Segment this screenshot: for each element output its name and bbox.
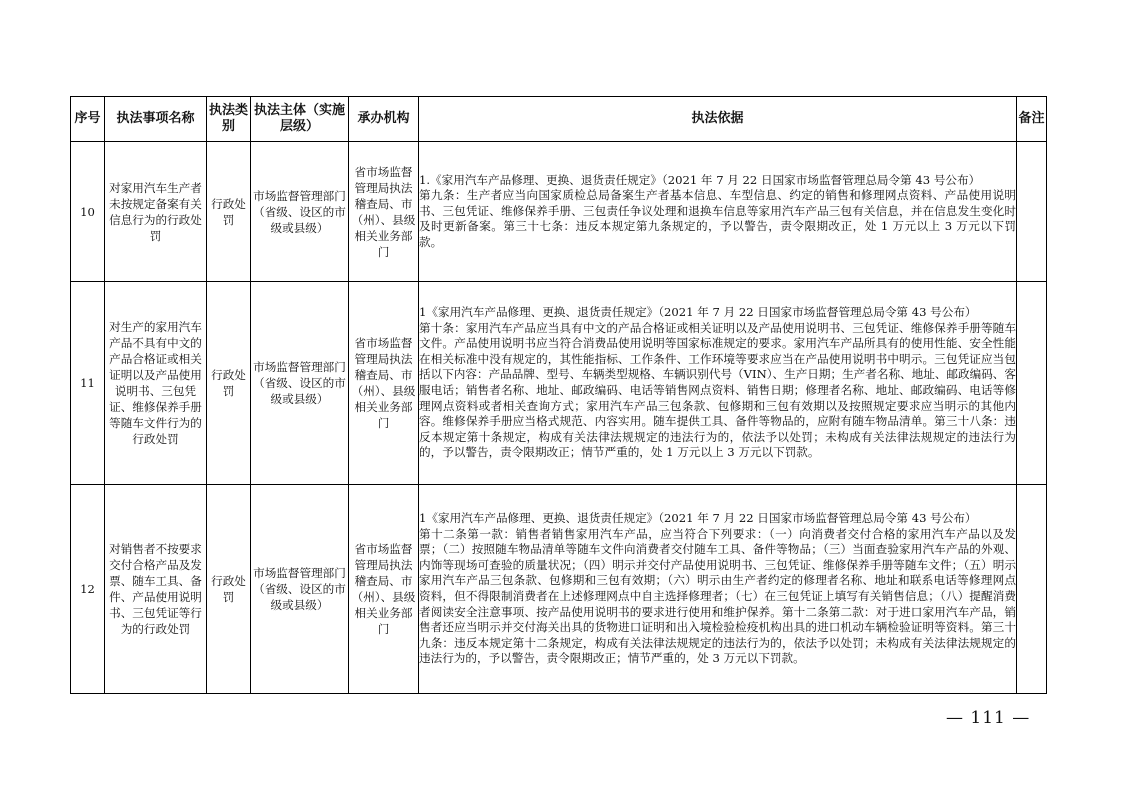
- cell-subject: 市场监督管理部门（省级、设区的市级或县级）: [251, 282, 349, 485]
- cell-subject: 市场监督管理部门（省级、设区的市级或县级）: [251, 142, 349, 282]
- header-category: 执法类别: [207, 97, 251, 142]
- cell-item: 对生产的家用汽车产品不具有中文的产品合格证或相关证明以及产品使用说明书、三包凭证、维修保养手册等随车文件行为的行政处罚: [105, 282, 207, 485]
- cell-seq: 11: [71, 282, 105, 485]
- basis-body: 第十条：家用汽车产品应当具有中文的产品合格证或相关证明以及产品使用说明书、三包凭证、维修保养手册等随车文件。产品使用说明书应当符合消费品使用说明等国家标准规定的要求。家用汽车产品所具有的使用性能、安全性能在相关标准中没有规定的，其性能指标、工作条件、工作环境等要求应当在产品使用说明书中明示。三包凭证应当包括以下内容：产品品牌、型号、车辆类型规格、车辆识别代号（VIN）、生产日期；生产者名称、地址、邮政编码、客服电话；销售者名称、地址、邮政编码、电话等销售网点资料、销售日期；修理者名称、地址、邮政编码、电话等修理网点资料或者相关查询方式；家用汽车产品三包条款、包修期和三包有效期以及按照规定要求应当明示的其他内容。维修保养手册应当格式规范、内容实用。随车提供工具、备件等物品的，应附有随车物品清单。第三十八条：违反本规定第十条规定，构成有关法律法规规定的违法行为的，依法予以处罚；未构成有关法律法规规定的违法行为的，予以警告，责令限期改正；情节严重的，处 1 万元以上 3 万元以下罚款。: [419, 320, 1016, 460]
- header-seq: 序号: [71, 97, 105, 142]
- table-row: [71, 142, 1047, 282]
- cell-remark: [1017, 142, 1047, 282]
- page-number: — 111 —: [946, 708, 1031, 728]
- cell-agency: 省市场监督管理局执法稽查局、市（州）、县级相关业务部门: [349, 282, 419, 485]
- table-row: [71, 485, 1047, 694]
- cell-category: 行政处罚: [207, 142, 251, 282]
- cell-remark: [1017, 485, 1047, 694]
- cell-basis: [419, 142, 1017, 282]
- cell-basis: [419, 282, 1017, 485]
- header-subject: 执法主体（实施层级）: [251, 97, 349, 142]
- cell-category: 行政处罚: [207, 282, 251, 485]
- table-row: [71, 282, 1047, 485]
- basis-title: 1《家用汽车产品修理、更换、退货责任规定》（2021 年 7 月 22 日国家市场监督管理总局令第 43 号公布）: [419, 511, 977, 526]
- header-agency: 承办机构: [349, 97, 419, 142]
- basis-body: 第十二条第一款：销售者销售家用汽车产品，应当符合下列要求：（一）向消费者交付合格的家用汽车产品以及发票；（二）按照随车物品清单等随车文件向消费者交付随车工具、备件等物品；（三）当面查验家用汽车产品的外观、内饰等现场可查验的质量状况；（四）明示并交付产品使用说明书、三包凭证、维修保养手册等随车文件；（五）明示家用汽车产品三包条款、包修期和三包有效期；（六）明示由生产者约定的修理者名称、地址和联系电话等修理网点资料，但不得限制消费者在上述修理网点中自主选择修理者；（七）在三包凭证上填写有关销售信息；（八）提醒消费者阅读安全注意事项、按产品使用说明书的要求进行使用和维护保养。第十二条第二款：对于进口家用汽车产品，销售者还应当明示并交付海关出具的货物进口证明和出入境检验检疫机构出具的进口机动车辆检验证明等资料。第三十九条：违反本规定第十二条规定，构成有关法律法规规定的违法行为的，依法予以处罚；未构成有关法律法规规定的违法行为的，予以警告，责令限期改正；情节严重的，处 3 万元以下罚款。: [419, 526, 1016, 666]
- enforcement-table: [70, 96, 1047, 694]
- header-row: [71, 97, 1047, 142]
- basis-title: 1.《家用汽车产品修理、更换、退货责任规定》（2021 年 7 月 22 日国家市场监督管理总局令第 43 号公布）: [419, 172, 981, 187]
- cell-basis: [419, 485, 1017, 694]
- cell-seq: 12: [71, 485, 105, 694]
- cell-item: 对销售者不按要求交付合格产品及发票、随车工具、备件、产品使用说明书、三包凭证等行为的行政处罚: [105, 485, 207, 694]
- cell-agency: 省市场监督管理局执法稽查局、市（州）、县级相关业务部门: [349, 485, 419, 694]
- cell-category: 行政处罚: [207, 485, 251, 694]
- basis-title: 1《家用汽车产品修理、更换、退货责任规定》（2021 年 7 月 22 日国家市场监督管理总局令第 43 号公布）: [419, 305, 977, 320]
- header-remark: 备注: [1017, 97, 1047, 142]
- cell-item: 对家用汽车生产者未按规定备案有关信息行为的行政处罚: [105, 142, 207, 282]
- header-basis: 执法依据: [419, 97, 1017, 142]
- cell-agency: 省市场监督管理局执法稽查局、市（州）、县级相关业务部门: [349, 142, 419, 282]
- cell-subject: 市场监督管理部门（省级、设区的市级或县级）: [251, 485, 349, 694]
- cell-seq: 10: [71, 142, 105, 282]
- basis-body: 第九条：生产者应当向国家质检总局备案生产者基本信息、车型信息、约定的销售和修理网点资料、产品使用说明书、三包凭证、维修保养手册、三包责任争议处理和退换车信息等家用汽车产品三包有关信息，并在信息发生变化时及时更新备案。第三十七条：违反本规定第九条规定的，予以警告，责令限期改正，处 1 万元以上 3 万元以下罚款。: [419, 188, 1016, 249]
- cell-remark: [1017, 282, 1047, 485]
- header-item: 执法事项名称: [105, 97, 207, 142]
